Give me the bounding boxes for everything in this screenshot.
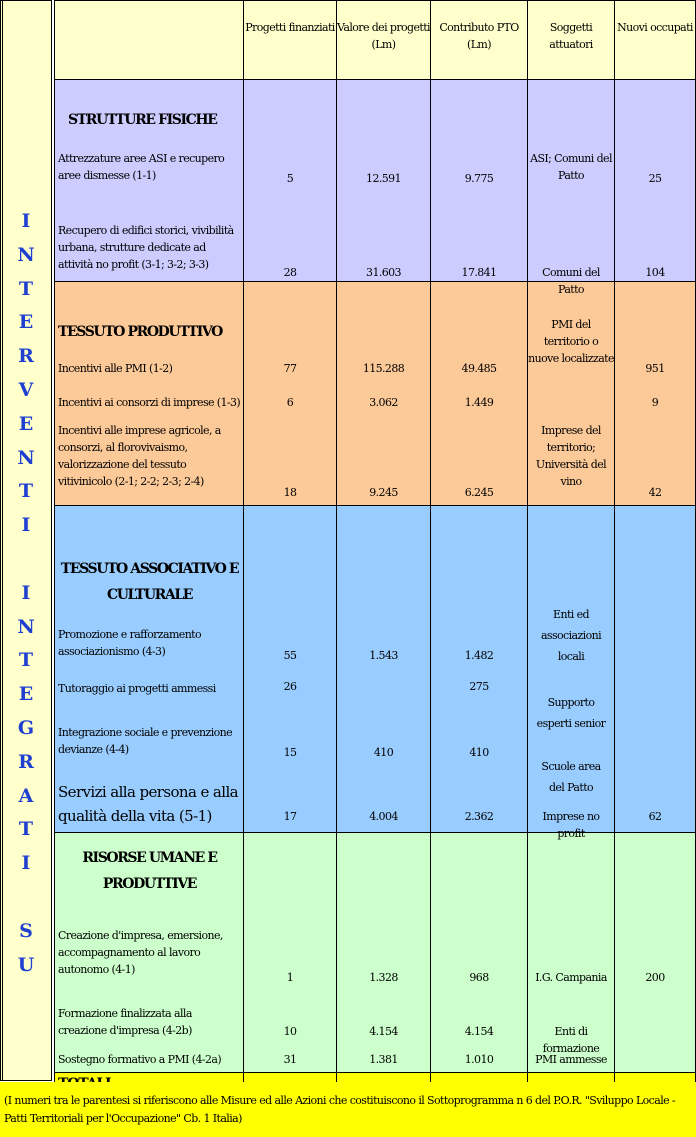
value-valore: 31.603 [366,266,401,279]
contributo-cell [431,282,528,506]
header-row [55,1,696,80]
value-soggetti: Enti di formazione [542,1025,600,1055]
section-tessuto-produttivo [55,282,696,506]
sidebar-letter: I [21,514,31,537]
section-title: TESSUTO PRODUTTIVO [58,324,222,340]
section-strutture-fisiche [55,80,696,282]
value-valore: 3.062 [369,396,398,409]
section-desc-cell [55,282,244,506]
value-contributo: 49.485 [461,362,497,375]
value-soggetti: I.G. Campania [535,971,607,984]
valore-cell [337,80,431,282]
soggetti-cell [528,80,615,296]
value-progetti: 17 [283,810,297,823]
value-contributo: 968 [469,971,489,984]
contributo-cell [431,506,528,833]
value-progetti: 55 [283,649,297,662]
value-occupati: 62 [648,810,662,823]
value-progetti: 77 [283,362,297,375]
contributo-cell [431,80,528,282]
section-desc-cell [55,80,244,282]
value-soggetti: ASI; Comuni del Patto [530,152,612,182]
value-occupati: 42 [648,486,662,499]
row-description: Incentivi alle PMI (1-2) [58,362,173,375]
sidebar-letter [1,881,51,915]
section-desc-cell [55,833,244,1073]
occupati-cell [615,833,696,1073]
value-soggetti: Imprese no profit [542,810,600,840]
value-occupati: 25 [648,172,662,185]
soggetti-cell [528,506,615,840]
section-desc-cell [55,506,244,833]
interventions-table [54,0,696,1100]
sidebar-letter: N [17,243,35,266]
row-description: Promozione e rafforzamento associazionismo (4-3) [58,628,202,658]
progetti-cell [244,506,337,833]
value-valore: 115.288 [362,362,405,375]
row-description: Tutoraggio ai progetti ammessi [58,682,216,695]
row-description: Creazione d'impresa, emersione, accompagnamento al lavoro autonomo (4-1) [58,929,223,976]
sidebar-letter: R [18,750,34,773]
value-contributo: 6.245 [464,486,494,499]
row-description: Incentivi alle imprese agricole, a consorzi, al florovivaismo, valorizzazione del tessuto vitivinicolo (2-1; 2-2; 2-3; 2-4) [58,424,221,488]
header-description [55,1,244,80]
sidebar-letter: E [18,412,34,435]
header-progetti: Progetti finanziati [244,1,337,80]
value-occupati: 951 [645,362,665,375]
value-contributo: 275 [469,680,489,693]
value-valore: 12.591 [366,172,401,185]
sidebar-letter: I [21,581,31,604]
value-soggetti: Imprese del territorio; Università del vino [535,424,607,488]
sidebar-letter: T [18,277,34,300]
value-valore: 1.381 [369,1053,398,1066]
value-progetti: 31 [283,1053,297,1066]
value-valore: 9.245 [369,486,398,499]
value-valore: 4.004 [369,810,398,823]
value-soggetti: Enti ed associazioni locali [540,608,602,663]
value-contributo: 1.449 [464,396,494,409]
sidebar-letter: U [17,953,35,976]
sidebar-letter: T [18,649,34,672]
value-occupati: 104 [645,266,665,279]
sidebar-letter: I [21,210,31,232]
value-contributo: 17.841 [461,266,497,279]
value-progetti: 6 [286,396,294,409]
sidebar-letter: S [19,919,33,942]
occupati-cell [615,282,696,506]
progetti-cell [244,80,337,282]
sidebar-letter [1,543,51,577]
occupati-cell [615,80,696,282]
valore-cell [337,506,431,833]
value-progetti: 18 [283,486,297,499]
value-contributo: 9.775 [464,172,494,185]
sidebar-letter: G [17,716,35,739]
progetti-cell [244,833,337,1073]
value-valore: 4.154 [369,1025,398,1038]
row-description: Servizi alla persona e alla qualità della vita (5-1) [58,783,238,825]
value-contributo: 1.010 [464,1053,494,1066]
value-valore: 1.328 [369,971,398,984]
sidebar-letter: A [18,784,34,807]
value-contributo: 2.362 [464,810,494,823]
value-valore: 1.543 [369,649,398,662]
section-tessuto-associativo [55,506,696,833]
sidebar-vertical-title [0,0,52,1081]
footnote: (I numeri tra le parentesi si riferiscono alle Misure ed alle Azioni che costituiscono il Sottoprogramma n 6 del P.O.R. "Sviluppo Locale - Patti Territoriali per l'Occupazione" Cb. 1 Italia) [0,1082,696,1137]
row-description: Attrezzature aree ASI e recupero aree dismesse (1-1) [58,152,225,182]
row-description: Sostegno formativo a PMI (4-2a) [58,1053,222,1066]
section-title: RISORSE UMANE E PRODUTTIVE [82,850,217,892]
value-contributo: 1.482 [464,649,494,662]
sidebar-letter: T [18,818,34,841]
valore-cell [337,282,431,506]
row-description: Formazione finalizzata alla creazione d'impresa (4-2b) [58,1007,192,1037]
value-soggetti: Comuni del Patto [542,266,600,296]
header-contributo: Contributo PTO (Lm) [431,1,528,80]
valore-cell [337,833,431,1073]
value-soggetti: PMI ammesse [535,1053,607,1066]
soggetti-cell [528,282,615,506]
value-contributo: 4.154 [464,1025,494,1038]
value-soggetti: PMI del territorio o nuove localizzate [528,318,614,365]
value-valore: 410 [373,746,394,759]
value-contributo: 410 [469,746,489,759]
occupati-cell [615,506,696,833]
contributo-cell [431,833,528,1073]
sidebar-letter: T [18,480,34,503]
value-soggetti: Scuole area del Patto [541,760,601,794]
sidebar-letter: R [18,345,34,368]
row-description: Incentivi ai consorzi di imprese (1-3) [58,396,241,409]
progetti-cell [244,282,337,506]
header-valore: Valore dei progetti (Lm) [337,1,431,80]
section-title: STRUTTURE FISICHE [68,112,217,128]
value-progetti: 1 [286,971,294,984]
sidebar-letters [1,205,51,982]
value-progetti: 5 [286,172,294,185]
sidebar-letter: E [18,683,34,706]
value-progetti: 10 [283,1025,297,1038]
header-occupati: Nuovi occupati [615,1,696,80]
value-progetti: 15 [283,746,297,759]
sidebar-letter: N [17,615,35,638]
row-description: Integrazione sociale e prevenzione devianze (4-4) [58,726,233,756]
section-title: TESSUTO ASSOCIATIVO E CULTURALE [60,561,239,603]
sidebar-letter: V [18,378,34,401]
value-soggetti: Supporto esperti senior [536,696,606,730]
sidebar-letter: N [17,446,35,469]
value-progetti: 26 [283,680,297,693]
row-description: Recupero di edifici storici, vivibilità urbana, strutture dedicate ad attività no profit (3-1; 3-2; 3-3) [58,224,234,271]
value-occupati: 9 [651,396,659,409]
value-occupati: 200 [645,971,665,984]
header-soggetti: Soggetti attuatori [528,1,615,80]
section-risorse-umane [55,833,696,1073]
soggetti-cell [528,833,615,1073]
value-progetti: 28 [283,266,297,279]
sidebar-letter: E [18,311,34,334]
sidebar-letter: I [21,852,31,875]
